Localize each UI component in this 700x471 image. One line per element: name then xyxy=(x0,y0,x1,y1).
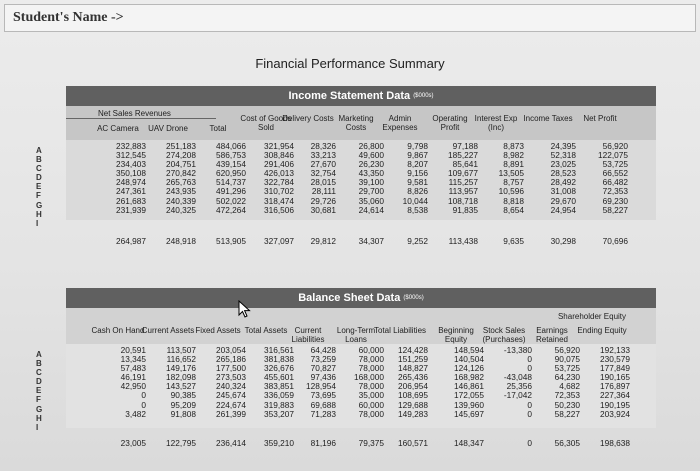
table-cell: 24,614 xyxy=(358,204,384,215)
table-cell: 139,960 xyxy=(454,399,484,410)
inc-row-letter: C xyxy=(36,164,42,174)
table-cell: 66,482 xyxy=(602,177,628,188)
bal-row-letter: B xyxy=(36,359,42,369)
inc-header-8: Interest Exp (Inc) xyxy=(474,114,518,132)
table-cell: 8,538 xyxy=(407,204,428,215)
inc-column-9 xyxy=(520,142,576,215)
table-cell: 243,935 xyxy=(166,186,196,197)
table-cell: 145,697 xyxy=(454,408,484,419)
table-cell: 13,345 xyxy=(120,354,146,365)
table-cell: 95,209 xyxy=(170,399,196,410)
table-cell: 8,207 xyxy=(407,159,428,170)
table-cell: 265,763 xyxy=(166,177,196,188)
inc-column-0 xyxy=(90,142,146,215)
table-cell: 90,075 xyxy=(554,354,580,365)
document-title: Financial Performance Summary xyxy=(255,56,445,71)
table-cell: 310,702 xyxy=(264,186,294,197)
table-cell: 9,867 xyxy=(407,150,428,161)
table-cell: 24,954 xyxy=(550,204,576,215)
table-cell: 56,920 xyxy=(554,345,580,355)
table-cell: 224,674 xyxy=(216,399,246,410)
table-cell: 25,356 xyxy=(506,381,532,392)
table-cell: 8,757 xyxy=(503,177,524,188)
bal-total-cell: 160,571 xyxy=(398,438,428,448)
table-cell: 151,259 xyxy=(398,354,428,365)
table-cell: 4,682 xyxy=(559,381,580,392)
table-cell: 124,428 xyxy=(398,345,428,355)
bal-header-1: Current Assets xyxy=(141,326,195,335)
income-banner-title: Income Statement Data xyxy=(288,90,411,102)
inc-header-0: AC Camera xyxy=(97,124,139,133)
table-cell: 247,361 xyxy=(116,186,146,197)
inc-row-letter: H xyxy=(36,209,42,219)
table-cell: 426,013 xyxy=(264,168,294,179)
table-cell: 56,920 xyxy=(602,141,628,151)
table-cell: 52,318 xyxy=(550,150,576,161)
table-cell: 0 xyxy=(527,399,532,410)
table-cell: 182,098 xyxy=(166,372,196,383)
table-cell: 20,591 xyxy=(120,345,146,355)
inc-row-letter: E xyxy=(36,182,42,192)
table-cell: 26,800 xyxy=(358,141,384,151)
table-cell: 206,954 xyxy=(398,381,428,392)
bal-row-letter: I xyxy=(36,422,39,432)
table-cell: 29,726 xyxy=(310,195,336,206)
bal-total-cell: 0 xyxy=(527,438,532,448)
table-cell: 57,483 xyxy=(120,363,146,374)
table-cell: 172,055 xyxy=(454,390,484,401)
table-cell: 620,950 xyxy=(216,168,246,179)
inc-total-cell: 9,252 xyxy=(407,236,428,246)
inc-row-letter: F xyxy=(36,191,41,201)
table-cell: 49,600 xyxy=(358,150,384,161)
inc-header-1: UAV Drone xyxy=(148,124,188,133)
bal-header-9: Earnings Retained xyxy=(535,326,569,344)
table-cell: 270,842 xyxy=(166,168,196,179)
table-cell: 26,230 xyxy=(358,159,384,170)
table-cell: 124,126 xyxy=(454,363,484,374)
income-group-underline xyxy=(66,118,216,119)
table-cell: 108,718 xyxy=(448,195,478,206)
table-cell: 73,259 xyxy=(310,354,336,365)
bal-total-cell: 122,795 xyxy=(166,438,196,448)
table-cell: 149,283 xyxy=(398,408,428,419)
table-cell: 185,227 xyxy=(448,150,478,161)
table-cell: 168,982 xyxy=(454,372,484,383)
bal-row-letter: E xyxy=(36,386,42,396)
table-cell: 484,066 xyxy=(216,141,246,151)
table-cell: 291,406 xyxy=(264,159,294,170)
table-cell: 8,891 xyxy=(503,159,524,170)
inc-header-2: Total xyxy=(209,124,227,133)
table-cell: -43,048 xyxy=(503,372,532,383)
table-cell: 381,838 xyxy=(264,354,294,365)
inc-row-letter: A xyxy=(36,146,42,155)
bal-header-3: Total Assets xyxy=(244,326,288,335)
table-cell: 90,385 xyxy=(170,390,196,401)
bal-row-letter: D xyxy=(36,377,42,387)
inc-header-4: Delivery Costs xyxy=(282,114,334,123)
table-cell: 318,474 xyxy=(264,195,294,206)
balance-row-letters xyxy=(36,350,42,432)
table-cell: 113,957 xyxy=(448,186,478,197)
bal-total-cell: 198,638 xyxy=(600,438,630,448)
table-cell: 35,060 xyxy=(358,195,384,206)
balance-banner-unit: ($000s) xyxy=(403,295,424,302)
inc-header-10: Net Profit xyxy=(583,114,617,123)
bal-row-letter: G xyxy=(36,404,43,414)
table-cell: 35,000 xyxy=(358,390,384,401)
bal-total-cell: 81,196 xyxy=(310,438,336,448)
inc-header-6: Admin Expenses xyxy=(382,114,418,132)
income-row-letters xyxy=(36,146,42,228)
table-cell: 232,883 xyxy=(116,141,146,151)
table-cell: 64,428 xyxy=(310,345,336,355)
table-cell: 113,507 xyxy=(166,345,196,355)
table-cell: 122,075 xyxy=(598,150,628,161)
inc-row-letter: B xyxy=(36,155,42,165)
table-cell: 190,165 xyxy=(600,372,630,383)
inc-row-letter: G xyxy=(36,200,43,210)
table-cell: 50,230 xyxy=(554,399,580,410)
table-cell: 70,827 xyxy=(310,363,336,374)
table-cell: 29,670 xyxy=(550,195,576,206)
bal-total-cell: 79,375 xyxy=(358,438,384,448)
table-cell: 316,506 xyxy=(264,204,294,215)
bal-column-0 xyxy=(90,346,146,419)
bal-header-4: Current Liabilities xyxy=(291,326,325,344)
table-cell: 3,482 xyxy=(125,408,146,419)
table-cell: 472,264 xyxy=(216,204,246,215)
table-cell: 265,436 xyxy=(398,372,428,383)
table-cell: 128,954 xyxy=(306,381,336,392)
table-cell: 204,751 xyxy=(166,159,196,170)
student-name-bar[interactable] xyxy=(4,4,696,32)
inc-header-3: Cost of Goods Sold xyxy=(240,114,292,132)
table-cell: 146,861 xyxy=(454,381,484,392)
table-cell: 28,326 xyxy=(310,141,336,151)
table-cell: 245,674 xyxy=(216,390,246,401)
bal-header-8: Stock Sales (Purchases) xyxy=(482,326,526,344)
table-cell: 28,492 xyxy=(550,177,576,188)
table-cell: 230,579 xyxy=(600,354,630,365)
table-cell: 319,883 xyxy=(264,399,294,410)
table-cell: 91,835 xyxy=(452,204,478,215)
table-cell: 53,725 xyxy=(602,159,628,170)
table-cell: 78,000 xyxy=(358,408,384,419)
income-group-header: Net Sales Revenues xyxy=(98,109,171,118)
bal-total-cell: 359,210 xyxy=(264,438,294,448)
inc-total-cell: 34,307 xyxy=(358,236,384,246)
inc-total-cell: 30,298 xyxy=(550,236,576,246)
table-cell: 240,324 xyxy=(216,381,246,392)
table-cell: 0 xyxy=(141,390,146,401)
table-cell: 28,015 xyxy=(310,177,336,188)
table-cell: 115,257 xyxy=(448,177,478,188)
table-cell: 9,581 xyxy=(407,177,428,188)
table-cell: 28,111 xyxy=(311,186,336,197)
bal-header-5: Long-Term Loans xyxy=(336,326,376,344)
bal-total-cell: 148,347 xyxy=(454,438,484,448)
table-cell: 8,818 xyxy=(503,195,524,206)
table-cell: 46,191 xyxy=(120,372,146,383)
table-cell: 60,000 xyxy=(358,399,384,410)
table-cell: 8,654 xyxy=(503,204,524,215)
table-cell: 23,025 xyxy=(550,159,576,170)
table-cell: 491,296 xyxy=(216,186,246,197)
table-cell: 143,527 xyxy=(166,381,196,392)
inc-total-cell: 513,905 xyxy=(216,236,246,246)
mouse-cursor-icon xyxy=(238,300,252,318)
table-cell: 78,000 xyxy=(358,354,384,365)
table-cell: 353,207 xyxy=(264,408,294,419)
table-cell: 72,353 xyxy=(554,390,580,401)
table-cell: 39,100 xyxy=(358,177,384,188)
inc-total-cell: 248,918 xyxy=(166,236,196,246)
table-cell: 71,283 xyxy=(310,408,336,419)
inc-total-cell: 9,635 xyxy=(503,236,524,246)
table-cell: 322,784 xyxy=(264,177,294,188)
table-cell: 42,950 xyxy=(120,381,146,392)
table-cell: 60,000 xyxy=(358,345,384,355)
table-cell: 10,044 xyxy=(402,195,428,206)
table-cell: 108,695 xyxy=(398,390,428,401)
table-cell: 177,849 xyxy=(600,363,630,374)
table-cell: 261,683 xyxy=(116,195,146,206)
table-cell: 27,670 xyxy=(310,159,336,170)
table-cell: 336,059 xyxy=(264,390,294,401)
table-cell: 24,395 xyxy=(550,141,576,151)
bal-header-7: Beginning Equity xyxy=(438,326,474,344)
table-cell: 148,827 xyxy=(398,363,428,374)
bal-column-10 xyxy=(574,346,630,419)
table-cell: 8,982 xyxy=(503,150,524,161)
bal-total-cell: 236,414 xyxy=(216,438,246,448)
table-cell: 69,230 xyxy=(602,195,628,206)
inc-column-10 xyxy=(572,142,628,215)
table-cell: 91,808 xyxy=(170,408,196,419)
table-cell: 69,688 xyxy=(310,399,336,410)
table-cell: 455,601 xyxy=(264,372,294,383)
table-cell: 586,753 xyxy=(216,150,246,161)
bal-row-letter: A xyxy=(36,350,42,359)
table-cell: 116,652 xyxy=(166,354,196,365)
table-cell: 265,186 xyxy=(216,354,246,365)
table-cell: 0 xyxy=(527,408,532,419)
table-cell: 240,325 xyxy=(166,204,196,215)
inc-row-letter: D xyxy=(36,173,42,183)
table-cell: 13,505 xyxy=(498,168,524,179)
table-cell: 129,688 xyxy=(398,399,428,410)
table-cell: 192,133 xyxy=(600,345,630,355)
table-cell: 248,974 xyxy=(116,177,146,188)
bal-header-0: Cash On Hand xyxy=(91,326,145,335)
balance-group-header: Shareholder Equity xyxy=(557,312,627,321)
table-cell: 240,339 xyxy=(166,195,196,206)
table-cell: 53,725 xyxy=(554,363,580,374)
table-cell: 261,399 xyxy=(216,408,246,419)
table-cell: 203,054 xyxy=(216,345,246,355)
table-cell: 177,500 xyxy=(216,363,246,374)
table-cell: 227,364 xyxy=(600,390,630,401)
table-cell: 190,195 xyxy=(600,399,630,410)
table-cell: 32,754 xyxy=(310,168,336,179)
balance-banner xyxy=(66,288,656,308)
bal-header-6: Total Liabilities xyxy=(373,326,427,335)
table-cell: 8,826 xyxy=(407,186,428,197)
bal-row-letter: H xyxy=(36,413,42,423)
table-cell: 273,503 xyxy=(216,372,246,383)
table-cell: 64,230 xyxy=(554,372,580,383)
table-cell: 234,403 xyxy=(116,159,146,170)
inc-column-6 xyxy=(372,142,428,215)
table-cell: 33,213 xyxy=(310,150,336,161)
bal-row-letter: F xyxy=(36,395,41,405)
table-cell: 10,596 xyxy=(498,186,524,197)
table-cell: 78,000 xyxy=(358,381,384,392)
table-cell: 43,350 xyxy=(358,168,384,179)
bal-column-9 xyxy=(524,346,580,419)
bal-total-cell: 56,305 xyxy=(554,438,580,448)
bal-column-1 xyxy=(140,346,196,419)
table-cell: 109,677 xyxy=(448,168,478,179)
table-cell: 308,846 xyxy=(264,150,294,161)
table-cell: 97,436 xyxy=(310,372,336,383)
income-banner xyxy=(66,86,656,106)
inc-total-cell: 327,097 xyxy=(264,236,294,246)
table-cell: 0 xyxy=(527,363,532,374)
table-cell: 140,504 xyxy=(454,354,484,365)
table-cell: 78,000 xyxy=(358,363,384,374)
inc-row-letter: I xyxy=(36,218,39,228)
inc-total-cell: 113,438 xyxy=(448,236,478,246)
bal-header-2: Fixed Assets xyxy=(195,326,241,335)
balance-banner-title: Balance Sheet Data xyxy=(298,292,401,304)
inc-column-1 xyxy=(140,142,196,215)
table-cell: 8,873 xyxy=(503,141,524,151)
table-cell: 149,176 xyxy=(166,363,196,374)
table-cell: 231,939 xyxy=(116,204,146,215)
student-name-label: Student's Name -> xyxy=(13,10,124,25)
table-cell: 0 xyxy=(141,399,146,410)
bal-row-letter: C xyxy=(36,368,42,378)
table-cell: 312,545 xyxy=(116,150,146,161)
table-cell: 439,154 xyxy=(216,159,246,170)
table-cell: 502,022 xyxy=(216,195,246,206)
table-cell: 274,208 xyxy=(166,150,196,161)
inc-header-7: Operating Profit xyxy=(432,114,468,132)
table-cell: 176,897 xyxy=(600,381,630,392)
table-cell: 58,227 xyxy=(602,204,628,215)
table-cell: 72,353 xyxy=(602,186,628,197)
income-banner-unit: ($000s) xyxy=(413,93,434,100)
table-cell: 28,523 xyxy=(550,168,576,179)
table-cell: 85,641 xyxy=(452,159,478,170)
table-cell: 316,561 xyxy=(264,345,294,355)
inc-total-cell: 29,812 xyxy=(310,236,336,246)
table-cell: 0 xyxy=(527,354,532,365)
bal-header-10: Ending Equity xyxy=(577,326,627,335)
table-cell: 326,676 xyxy=(264,363,294,374)
inc-header-5: Marketing Costs xyxy=(338,114,374,132)
table-cell: 350,108 xyxy=(116,168,146,179)
inc-total-cell: 70,696 xyxy=(602,236,628,246)
table-cell: 58,227 xyxy=(554,408,580,419)
inc-column-8 xyxy=(468,142,524,215)
inc-header-9: Income Taxes xyxy=(523,114,573,123)
table-cell: 30,681 xyxy=(310,204,336,215)
table-cell: 321,954 xyxy=(264,141,294,151)
table-cell: 514,737 xyxy=(216,177,246,188)
table-cell: 9,798 xyxy=(407,141,428,151)
table-cell: 383,851 xyxy=(264,381,294,392)
table-cell: -13,380 xyxy=(503,345,532,355)
table-cell: 31,008 xyxy=(550,186,576,197)
table-cell: 251,183 xyxy=(166,141,196,151)
table-cell: 9,156 xyxy=(407,168,428,179)
table-cell: -17,042 xyxy=(503,390,532,401)
table-cell: 29,700 xyxy=(358,186,384,197)
table-cell: 73,695 xyxy=(310,390,336,401)
table-cell: 168,000 xyxy=(354,372,384,383)
table-cell: 203,924 xyxy=(600,408,630,419)
table-cell: 66,552 xyxy=(602,168,628,179)
inc-total-cell: 264,987 xyxy=(116,236,146,246)
bal-column-6 xyxy=(372,346,428,419)
bal-total-cell: 23,005 xyxy=(120,438,146,448)
table-cell: 97,188 xyxy=(452,141,478,151)
table-cell: 148,594 xyxy=(454,345,484,355)
